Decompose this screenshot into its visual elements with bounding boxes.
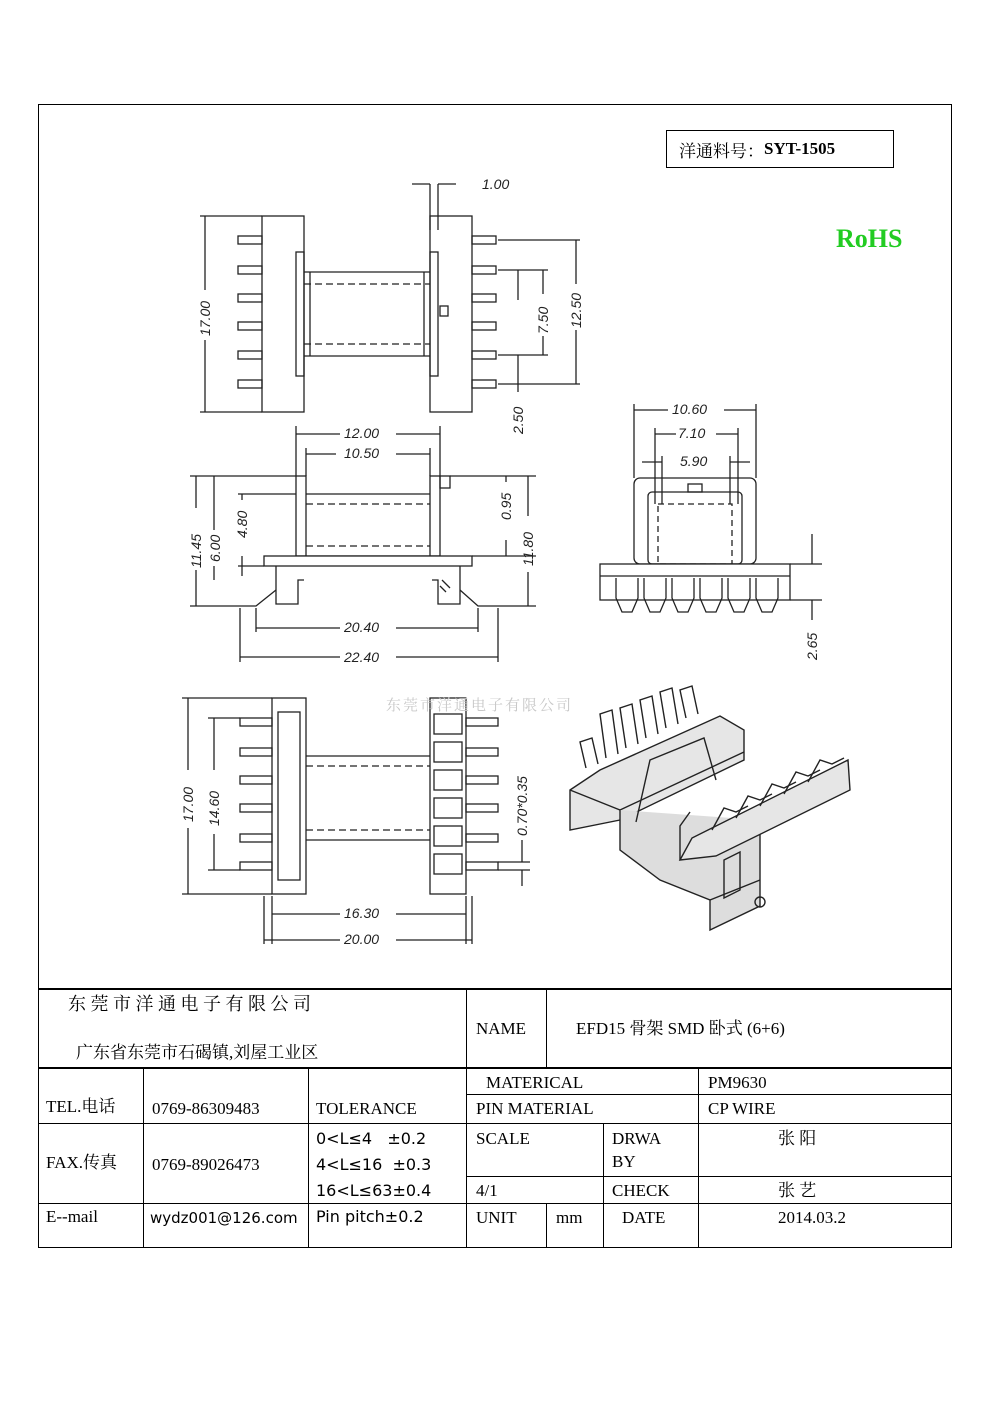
- unit-value: mm: [556, 1208, 583, 1227]
- dim-front-12-00: 12.00: [344, 425, 380, 441]
- dim-front-11-80: 11.80: [520, 532, 536, 566]
- title-block: [38, 988, 952, 1248]
- date-label: DATE: [622, 1208, 666, 1227]
- bottom-view-right-pins: [466, 718, 498, 870]
- dim-side-10-60: 10.60: [672, 401, 708, 417]
- material-label: MATERICAL: [486, 1073, 584, 1092]
- part-number-value: SYT-1505: [764, 139, 836, 158]
- drawn-by-value: 张 阳: [778, 1129, 817, 1148]
- unit-label: UNIT: [476, 1208, 517, 1227]
- dim-front-0-95: 0.95: [498, 492, 514, 520]
- bottom-view: [180, 698, 530, 947]
- dim-side-7-10: 7.10: [678, 425, 706, 441]
- check-label: CHECK: [612, 1181, 670, 1200]
- check-value: 张 艺: [778, 1181, 817, 1200]
- dim-front-4-80: 4.80: [234, 510, 250, 538]
- watermark-text: 东莞市洋通电子有限公司: [386, 696, 574, 714]
- material-value: PM9630: [708, 1073, 767, 1092]
- tolerance-row-4: Pin pitch±0.2: [316, 1207, 424, 1226]
- dim-front-22-40: 22.40: [344, 649, 380, 665]
- dim-top-1-00: 1.00: [482, 176, 510, 192]
- dim-bottom-17-00: 17.00: [180, 786, 196, 822]
- name-label: NAME: [476, 1019, 527, 1038]
- dim-bottom-20-00: 20.00: [344, 931, 380, 947]
- tel-label: TEL.电话: [46, 1097, 116, 1116]
- scale-label: SCALE: [476, 1129, 530, 1148]
- dim-front-10-50: 10.50: [344, 445, 380, 461]
- tolerance-row-3: 16<L≤63±0.4: [316, 1181, 432, 1200]
- dim-bottom-16-30: 16.30: [344, 905, 380, 921]
- dim-front-6-00: 6.00: [207, 534, 223, 562]
- date-value: 2014.03.2: [778, 1208, 846, 1227]
- company-name: 东 莞 市 洋 通 电 子 有 限 公 司: [68, 994, 311, 1014]
- dim-top-12-50: 12.50: [568, 292, 584, 328]
- tolerance-label: TOLERANCE: [316, 1099, 417, 1118]
- drawn-by-label: DRWA BY: [612, 1129, 661, 1171]
- dim-top-17-00: 17.00: [197, 300, 213, 336]
- email-label: E--mail: [46, 1207, 98, 1226]
- scale-value: 4/1: [476, 1181, 498, 1200]
- dim-front-11-45: 11.45: [188, 534, 204, 568]
- dim-top-2-50: 2.50: [510, 406, 526, 434]
- name-value: EFD15 骨架 SMD 卧式 (6+6): [576, 1019, 785, 1038]
- tolerance-row-1: 0<L≤4 ±0.2: [316, 1129, 427, 1148]
- dim-bottom-0-70x0-35: 0.70*0.35: [514, 776, 530, 836]
- side-view: [600, 401, 822, 661]
- isometric-view: [570, 686, 850, 930]
- bottom-view-left-pins: [240, 718, 272, 870]
- tolerance-row-2: 4<L≤16 ±0.3: [316, 1155, 432, 1174]
- top-view-left-pins: [238, 236, 262, 388]
- email-value: wydz001@126.com: [150, 1209, 298, 1227]
- dim-side-2-65: 2.65: [804, 632, 820, 660]
- dim-side-5-90: 5.90: [680, 453, 708, 469]
- rohs-mark: RoHS: [836, 224, 903, 253]
- dim-bottom-14-60: 14.60: [206, 790, 222, 826]
- tel-value: 0769-86309483: [152, 1099, 260, 1118]
- fax-value: 0769-89026473: [152, 1155, 260, 1174]
- company-address: 广东省东莞市石碣镇,刘屋工业区: [76, 1043, 319, 1062]
- pin-material-value: CP WIRE: [708, 1099, 776, 1118]
- top-view-right-pins: [472, 236, 496, 388]
- pin-material-label: PIN MATERIAL: [476, 1099, 594, 1118]
- part-number-label: 洋通料号：: [679, 141, 764, 161]
- front-view: [188, 425, 536, 665]
- fax-label: FAX.传真: [46, 1153, 117, 1172]
- dim-front-20-40: 20.40: [344, 619, 380, 635]
- dim-top-7-50: 7.50: [535, 306, 551, 334]
- top-view: [197, 176, 584, 435]
